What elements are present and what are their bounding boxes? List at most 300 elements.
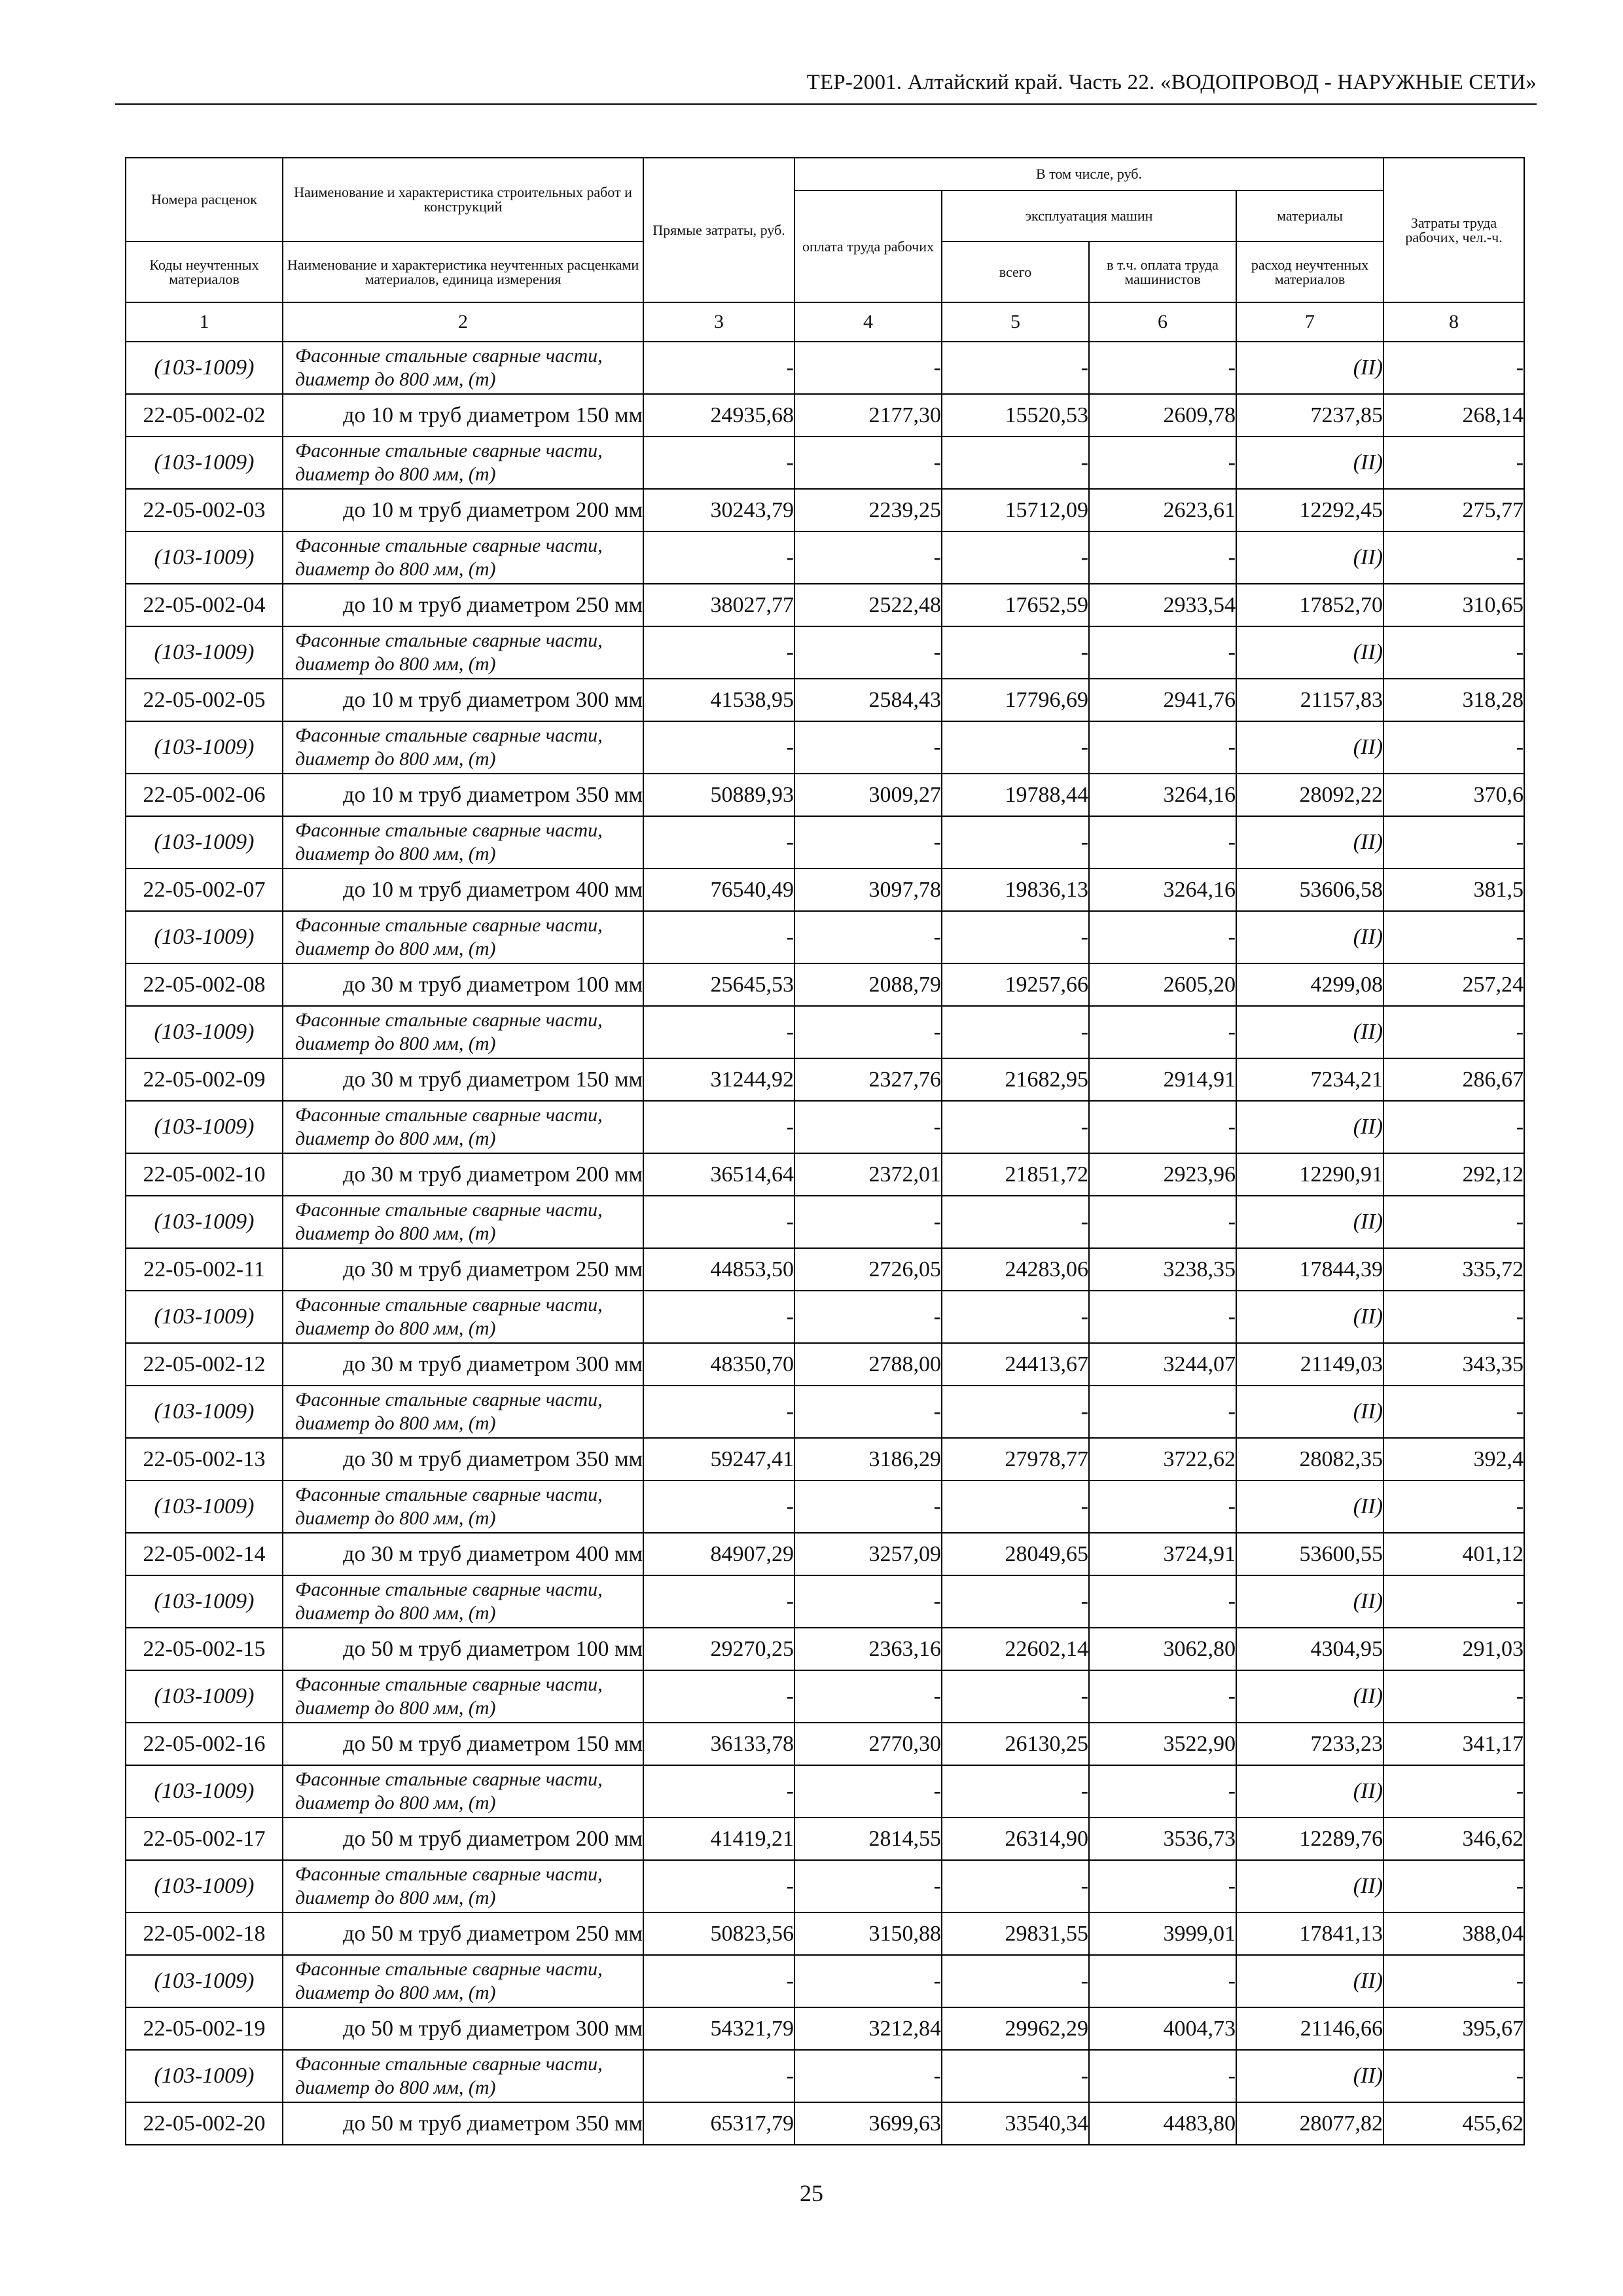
rate-row [126,1628,1524,1670]
material-row [126,816,1524,869]
rate-row [126,869,1524,911]
material-name-line: Фасонные стальные сварные части, [295,725,603,746]
machinists-pay-value: 3244,07 [1089,1343,1236,1386]
material-name-line: диаметр до 800 мм, (т) [295,843,496,865]
empty-value-dash: - [942,342,1089,394]
material-code: (103-1009) [126,531,283,584]
materials-value: 17852,70 [1236,584,1383,626]
material-code: (103-1009) [126,1575,283,1628]
direct-costs-value: 31244,92 [643,1058,794,1101]
machinists-pay-value: 2605,20 [1089,963,1236,1006]
empty-value-dash: - [1383,1101,1524,1153]
material-flag: (II) [1236,1196,1383,1248]
header-work-name: Наименование и характеристика строительных работ и конструкций [283,158,643,242]
material-name [283,437,643,489]
labor-hours-value: 292,12 [1383,1153,1524,1196]
direct-costs-value: 36133,78 [643,1723,794,1765]
labor-hours-value: 455,62 [1383,2102,1524,2145]
material-name-line: диаметр до 800 мм, (т) [295,1128,496,1149]
page-number: 25 [800,2180,823,2206]
empty-value-dash: - [1089,437,1236,489]
header-material-name: Наименование и характеристика неучтенных расценками материалов, единица измерения [283,242,643,302]
material-name-line: Фасонные стальные сварные части, [295,535,603,556]
materials-value: 7237,85 [1236,394,1383,437]
page-header: ТЕР-2001. Алтайский край. Часть 22. «ВОДОПРОВОД - НАРУЖНЫЕ СЕТИ» [806,71,1537,94]
material-flag: (II) [1236,1386,1383,1438]
material-row [126,342,1524,394]
material-name [283,721,643,774]
work-description: до 30 м труб диаметром 200 мм [283,1153,643,1196]
material-name [283,911,643,963]
material-name [283,342,643,394]
labor-pay-value: 2239,25 [794,489,942,531]
direct-costs-value: 44853,50 [643,1248,794,1291]
material-row [126,1386,1524,1438]
machines-total-value: 29831,55 [942,1912,1089,1955]
empty-value-dash: - [942,1670,1089,1723]
rate-row [126,584,1524,626]
material-name [283,816,643,869]
material-row [126,626,1524,679]
column-number: 6 [1089,302,1236,342]
machines-total-value: 17652,59 [942,584,1089,626]
rate-row [126,2102,1524,2145]
direct-costs-value: 50889,93 [643,774,794,816]
material-row [126,1670,1524,1723]
empty-value-dash: - [1089,531,1236,584]
table-body [126,342,1524,2145]
empty-value-dash: - [1383,1386,1524,1438]
work-description: до 30 м труб диаметром 400 мм [283,1533,643,1575]
material-name [283,626,643,679]
direct-costs-value: 76540,49 [643,869,794,911]
machines-total-value: 19257,66 [942,963,1089,1006]
rate-code: 22-05-002-19 [126,2007,283,2050]
work-description: до 50 м труб диаметром 150 мм [283,1723,643,1765]
empty-value-dash: - [1383,1575,1524,1628]
material-name-line: диаметр до 800 мм, (т) [295,1887,496,1909]
machinists-pay-value: 2623,61 [1089,489,1236,531]
empty-value-dash: - [1089,721,1236,774]
rates-table [125,157,1525,2145]
rate-row [126,2007,1524,2050]
material-name [283,1386,643,1438]
empty-value-dash: - [794,1386,942,1438]
rate-code: 22-05-002-05 [126,679,283,721]
column-number: 7 [1236,302,1383,342]
rate-row [126,1153,1524,1196]
rate-row [126,679,1524,721]
material-code: (103-1009) [126,342,283,394]
rate-code: 22-05-002-03 [126,489,283,531]
material-name-line: диаметр до 800 мм, (т) [295,1033,496,1054]
empty-value-dash: - [942,1955,1089,2007]
labor-hours-value: 401,12 [1383,1533,1524,1575]
material-flag: (II) [1236,1575,1383,1628]
rate-code: 22-05-002-08 [126,963,283,1006]
materials-value: 53606,58 [1236,869,1383,911]
column-number: 8 [1383,302,1524,342]
header-including: В том числе, руб. [794,158,1383,190]
work-description: до 30 м труб диаметром 100 мм [283,963,643,1006]
rate-code: 22-05-002-13 [126,1438,283,1480]
material-row [126,531,1524,584]
work-description: до 30 м труб диаметром 150 мм [283,1058,643,1101]
materials-value: 4299,08 [1236,963,1383,1006]
empty-value-dash: - [942,1480,1089,1533]
direct-costs-value: 50823,56 [643,1912,794,1955]
empty-value-dash: - [794,342,942,394]
labor-pay-value: 2770,30 [794,1723,942,1765]
material-flag: (II) [1236,1291,1383,1343]
labor-hours-value: 381,5 [1383,869,1524,911]
machinists-pay-value: 3238,35 [1089,1248,1236,1291]
empty-value-dash: - [643,342,794,394]
empty-value-dash: - [794,911,942,963]
empty-value-dash: - [643,1765,794,1818]
empty-value-dash: - [643,1196,794,1248]
table-header [126,158,1524,342]
empty-value-dash: - [1089,1575,1236,1628]
rate-code: 22-05-002-07 [126,869,283,911]
empty-value-dash: - [1089,626,1236,679]
material-name-line: диаметр до 800 мм, (т) [295,463,496,485]
material-code: (103-1009) [126,1386,283,1438]
material-flag: (II) [1236,1765,1383,1818]
machinists-pay-value: 2914,91 [1089,1058,1236,1101]
machines-total-value: 26130,25 [942,1723,1089,1765]
machines-total-value: 21851,72 [942,1153,1089,1196]
material-name-line: диаметр до 800 мм, (т) [295,1318,496,1339]
material-name-line: Фасонные стальные сварные части, [295,440,603,461]
machines-total-value: 22602,14 [942,1628,1089,1670]
material-name [283,1860,643,1912]
empty-value-dash: - [1383,1480,1524,1533]
material-flag: (II) [1236,816,1383,869]
empty-value-dash: - [1383,1006,1524,1058]
work-description: до 10 м труб диаметром 200 мм [283,489,643,531]
empty-value-dash: - [1383,721,1524,774]
empty-value-dash: - [942,1386,1089,1438]
machinists-pay-value: 3522,90 [1089,1723,1236,1765]
work-description: до 50 м труб диаметром 250 мм [283,1912,643,1955]
material-name-line: Фасонные стальные сварные части, [295,2053,603,2075]
empty-value-dash: - [794,816,942,869]
materials-value: 7234,21 [1236,1058,1383,1101]
rate-row [126,963,1524,1006]
column-number: 5 [942,302,1089,342]
rate-code: 22-05-002-09 [126,1058,283,1101]
machines-total-value: 26314,90 [942,1818,1089,1860]
empty-value-dash: - [643,1955,794,2007]
empty-value-dash: - [1383,816,1524,869]
direct-costs-value: 84907,29 [643,1533,794,1575]
materials-value: 17841,13 [1236,1912,1383,1955]
machines-total-value: 24283,06 [942,1248,1089,1291]
direct-costs-value: 29270,25 [643,1628,794,1670]
direct-costs-value: 48350,70 [643,1343,794,1386]
labor-hours-value: 388,04 [1383,1912,1524,1955]
material-flag: (II) [1236,721,1383,774]
machines-total-value: 29962,29 [942,2007,1089,2050]
empty-value-dash: - [643,1291,794,1343]
material-row [126,1101,1524,1153]
material-name-line: Фасонные стальные сварные части, [295,1958,603,1980]
empty-value-dash: - [1089,1291,1236,1343]
rate-code: 22-05-002-15 [126,1628,283,1670]
machines-total-value: 24413,67 [942,1343,1089,1386]
labor-pay-value: 2327,76 [794,1058,942,1101]
material-code: (103-1009) [126,1670,283,1723]
materials-value: 12289,76 [1236,1818,1383,1860]
materials-value: 21157,83 [1236,679,1383,721]
empty-value-dash: - [794,626,942,679]
material-row [126,1006,1524,1058]
material-name-line: диаметр до 800 мм, (т) [295,1697,496,1719]
material-name-line: диаметр до 800 мм, (т) [295,1412,496,1434]
rate-row [126,1438,1524,1480]
rate-row [126,1723,1524,1765]
labor-hours-value: 318,28 [1383,679,1524,721]
material-name [283,1006,643,1058]
material-code: (103-1009) [126,2050,283,2102]
labor-pay-value: 3186,29 [794,1438,942,1480]
empty-value-dash: - [794,1765,942,1818]
materials-value: 4304,95 [1236,1628,1383,1670]
work-description: до 30 м труб диаметром 300 мм [283,1343,643,1386]
empty-value-dash: - [1089,1765,1236,1818]
labor-pay-value: 2177,30 [794,394,942,437]
machinists-pay-value: 3536,73 [1089,1818,1236,1860]
material-name-line: диаметр до 800 мм, (т) [295,368,496,390]
empty-value-dash: - [643,816,794,869]
empty-value-dash: - [1089,2050,1236,2102]
material-flag: (II) [1236,437,1383,489]
machinists-pay-value: 3999,01 [1089,1912,1236,1955]
material-name-line: Фасонные стальные сварные части, [295,1579,603,1600]
material-row [126,1575,1524,1628]
empty-value-dash: - [643,1101,794,1153]
empty-value-dash: - [1383,1196,1524,1248]
empty-value-dash: - [643,911,794,963]
labor-hours-value: 310,65 [1383,584,1524,626]
material-code: (103-1009) [126,1291,283,1343]
labor-pay-value: 2372,01 [794,1153,942,1196]
material-code: (103-1009) [126,437,283,489]
material-name-line: Фасонные стальные сварные части, [295,819,603,841]
material-code: (103-1009) [126,1101,283,1153]
labor-hours-value: 341,17 [1383,1723,1524,1765]
material-name-line: диаметр до 800 мм, (т) [295,1223,496,1244]
empty-value-dash: - [643,1006,794,1058]
empty-value-dash: - [794,1101,942,1153]
direct-costs-value: 65317,79 [643,2102,794,2145]
work-description: до 10 м труб диаметром 350 мм [283,774,643,816]
direct-costs-value: 41538,95 [643,679,794,721]
direct-costs-value: 54321,79 [643,2007,794,2050]
rate-code: 22-05-002-06 [126,774,283,816]
empty-value-dash: - [794,2050,942,2102]
machinists-pay-value: 2941,76 [1089,679,1236,721]
machines-total-value: 27978,77 [942,1438,1089,1480]
empty-value-dash: - [1089,816,1236,869]
column-number: 4 [794,302,942,342]
direct-costs-value: 36514,64 [643,1153,794,1196]
empty-value-dash: - [942,531,1089,584]
rate-row [126,1058,1524,1101]
material-row [126,721,1524,774]
material-name-line: Фасонные стальные сварные части, [295,1009,603,1031]
rate-code: 22-05-002-16 [126,1723,283,1765]
material-name [283,531,643,584]
machines-total-value: 33540,34 [942,2102,1089,2145]
labor-hours-value: 395,67 [1383,2007,1524,2050]
material-flag: (II) [1236,1101,1383,1153]
machinists-pay-value: 2933,54 [1089,584,1236,626]
direct-costs-value: 38027,77 [643,584,794,626]
labor-pay-value: 3097,78 [794,869,942,911]
machinists-pay-value: 4483,80 [1089,2102,1236,2145]
empty-value-dash: - [942,1196,1089,1248]
material-name [283,1765,643,1818]
labor-hours-value: 257,24 [1383,963,1524,1006]
material-name-line: Фасонные стальные сварные части, [295,914,603,936]
materials-value: 28077,82 [1236,2102,1383,2145]
labor-hours-value: 346,62 [1383,1818,1524,1860]
labor-hours-value: 291,03 [1383,1628,1524,1670]
column-number: 2 [283,302,643,342]
work-description: до 50 м труб диаметром 300 мм [283,2007,643,2050]
labor-pay-value: 3009,27 [794,774,942,816]
material-name-line: диаметр до 800 мм, (т) [295,653,496,675]
material-name [283,1480,643,1533]
material-flag: (II) [1236,531,1383,584]
material-code: (103-1009) [126,721,283,774]
rate-row [126,1343,1524,1386]
material-flag: (II) [1236,1860,1383,1912]
material-name-line: Фасонные стальные сварные части, [295,630,603,651]
empty-value-dash: - [643,437,794,489]
material-name-line: Фасонные стальные сварные части, [295,1484,603,1505]
empty-value-dash: - [942,816,1089,869]
work-description: до 30 м труб диаметром 350 мм [283,1438,643,1480]
machines-total-value: 15520,53 [942,394,1089,437]
machines-total-value: 15712,09 [942,489,1089,531]
rate-code: 22-05-002-10 [126,1153,283,1196]
empty-value-dash: - [794,1670,942,1723]
work-description: до 10 м труб диаметром 250 мм [283,584,643,626]
material-code: (103-1009) [126,1955,283,2007]
empty-value-dash: - [1383,531,1524,584]
header-material-codes: Коды неучтенных материалов [126,242,283,302]
rate-code: 22-05-002-11 [126,1248,283,1291]
column-number: 3 [643,302,794,342]
rate-row [126,489,1524,531]
empty-value-dash: - [1089,342,1236,394]
materials-value: 17844,39 [1236,1248,1383,1291]
material-name-line: диаметр до 800 мм, (т) [295,1507,496,1529]
material-name [283,1196,643,1248]
material-flag: (II) [1236,911,1383,963]
empty-value-dash: - [942,437,1089,489]
empty-value-dash: - [1089,1860,1236,1912]
header-rate-numbers: Номера расценок [126,158,283,242]
machinists-pay-value: 2923,96 [1089,1153,1236,1196]
work-description: до 50 м труб диаметром 350 мм [283,2102,643,2145]
material-row [126,1196,1524,1248]
labor-hours-value: 392,4 [1383,1438,1524,1480]
rate-code: 22-05-002-18 [126,1912,283,1955]
work-description: до 50 м труб диаметром 200 мм [283,1818,643,1860]
material-code: (103-1009) [126,1765,283,1818]
rate-row [126,1248,1524,1291]
empty-value-dash: - [1383,626,1524,679]
labor-pay-value: 2088,79 [794,963,942,1006]
header-labor-costs: Затраты труда рабочих, чел.-ч. [1383,158,1524,302]
empty-value-dash: - [942,626,1089,679]
empty-value-dash: - [643,1575,794,1628]
machines-total-value: 28049,65 [942,1533,1089,1575]
empty-value-dash: - [643,626,794,679]
empty-value-dash: - [794,531,942,584]
labor-pay-value: 2788,00 [794,1343,942,1386]
material-flag: (II) [1236,1670,1383,1723]
empty-value-dash: - [794,1006,942,1058]
rate-code: 22-05-002-20 [126,2102,283,2145]
column-number: 1 [126,302,283,342]
machines-total-value: 21682,95 [942,1058,1089,1101]
rate-code: 22-05-002-14 [126,1533,283,1575]
empty-value-dash: - [794,1291,942,1343]
work-description: до 10 м труб диаметром 300 мм [283,679,643,721]
empty-value-dash: - [942,1765,1089,1818]
material-name-line: диаметр до 800 мм, (т) [295,1792,496,1814]
material-name [283,1291,643,1343]
material-row [126,1860,1524,1912]
machinists-pay-value: 4004,73 [1089,2007,1236,2050]
labor-pay-value: 2584,43 [794,679,942,721]
machinists-pay-value: 3264,16 [1089,774,1236,816]
material-name [283,2050,643,2102]
machinists-pay-value: 3724,91 [1089,1533,1236,1575]
header-unaccounted-materials: расход неучтенных материалов [1236,242,1383,302]
machines-total-value: 17796,69 [942,679,1089,721]
material-row [126,911,1524,963]
material-flag: (II) [1236,1006,1383,1058]
materials-value: 21146,66 [1236,2007,1383,2050]
material-flag: (II) [1236,1480,1383,1533]
material-name [283,1575,643,1628]
labor-hours-value: 343,35 [1383,1343,1524,1386]
material-name-line: диаметр до 800 мм, (т) [295,748,496,770]
empty-value-dash: - [1089,1101,1236,1153]
material-name-line: Фасонные стальные сварные части, [295,1863,603,1885]
empty-value-dash: - [794,1955,942,2007]
work-description: до 30 м труб диаметром 250 мм [283,1248,643,1291]
empty-value-dash: - [643,1860,794,1912]
material-name-line: диаметр до 800 мм, (т) [295,1602,496,1624]
rate-row [126,1912,1524,1955]
empty-value-dash: - [794,721,942,774]
rate-row [126,1533,1524,1575]
rate-code: 22-05-002-04 [126,584,283,626]
labor-pay-value: 3257,09 [794,1533,942,1575]
empty-value-dash: - [643,2050,794,2102]
material-row [126,1480,1524,1533]
empty-value-dash: - [794,1196,942,1248]
material-name-line: Фасонные стальные сварные части, [295,345,603,367]
empty-value-dash: - [1383,1291,1524,1343]
